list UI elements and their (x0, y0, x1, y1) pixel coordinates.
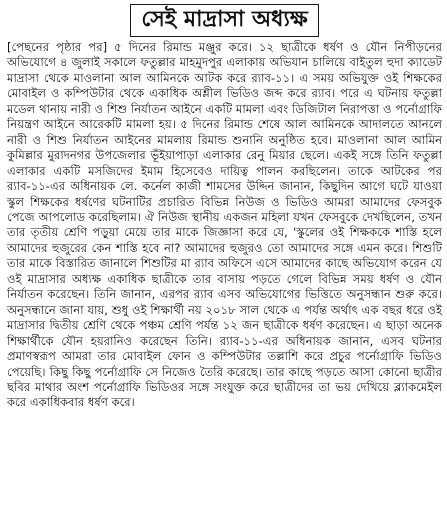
headline-container (7, 4, 442, 38)
article-body (7, 40, 442, 411)
article-body-text: ৫ দিনের রিমান্ড মঞ্জুর করে। ১২ ছাত্রীকে ধর্ষণ ও যৌন নিপীড়নের অভিযোগে ৪ জুলাই সকালে ফতুল্লার মাহমুদপুর এলাকায় অভিযান চালিয়ে বাইতুল হুদা ক্যাডেট মাদ্রাসা থেকে মাওলানা আল আমিনকে আটক করে র‌্যাব-১১। এ সময় অভিযুক্ত ওই শিক্ষকের মোবাইল ও কম্পিউটার থেকে একাধিক অশ্লীল ভিডিও জব্দ করে র‌্যাব। পরে এ ঘটনায় ফতুল্লা মডেল থানায় নারী ও শিশু নির্যাতন আইনে একটি মামলা এবং ডিজিটাল নিরাপত্তা ও পর্নোগ্রাফি নিয়ন্ত্রণ আইনে আরেকটি মামলা হয়। ৫ দিনের রিমান্ড শেষে আল আমিনকে আদালতে আনলে নারী ও শিশু নির্যাতন আইনের মামলায় রিমান্ড শুনানি অনুষ্ঠিত হবে। মাওলানা আল আমিন কুমিল্লার মুরাদনগর উপজেলার ভূঁইয়াপাড়া এলাকার রেনু মিয়ার ছেলে। একই সঙ্গে তিনি ফতুল্লা এলাকার একটি মসজিদের ইমাম হিসেবেও দায়িত্ব পালন করছিলেন। তাকে আটকের পর র‌্যাব-১১-এর অধিনায়ক লে. কর্নেল কাজী শামসের উদ্দিন জানান, কিছুদিন আগে ঘটে যাওয়া স্কুল শিক্ষকের ধর্ষণের ঘটনাটির প্রচারিত বিভিন্ন নিউজ ও ভিডিও আমরা আমাদের ফেসবুক পেজে আপলোড করেছিলাম। ঐ নিউজ স্থানীয় একজন মহিলা যখন ফেসবুকে দেখছিলেন, তখন তার তৃতীয় শ্রেণি পড়ুয়া মেয়ে তার মাকে জিজ্ঞাসা করে যে, 'স্কুলের ওই শিক্ষককে শাস্তি হলে আমাদের হুজুরের কেন শাস্তি হবে না? আমাদের হুজুরও তো আমাদের সঙ্গে এমন করে। শিশুটি তার মাকে বিস্তারিত জানালে শিশুটির মা র‌্যাব অফিসে এসে আমাদের কাছে অভিযোগ করেন যে ওই মাদ্রাসার অধ্যক্ষ একাধিক ছাত্রীকে তার বাসায় পড়তে গেলে বিভিন্ন সময় ধর্ষণ ও যৌন নির্যাতন করেছেন। তিনি জানান, এরপর র‌্যাব এসব অভিযোগের ভিত্তিতে অনুসন্ধান শুরু করে। অনুসন্ধানে জানা যায়, শুধু ওই শিক্ষার্থী নয় ২০১৮ সাল থেকে এ পর্যন্ত অর্থাৎ এক বছর ধরে ওই মাদ্রাসার দ্বিতীয় শ্রেণি থেকে পঞ্চম শ্রেণি পর্যন্ত ১২ জন ছাত্রীকে ধর্ষণ করেছেন। এ ছাড়া অনেক শিক্ষার্থীকে যৌন হয়রানিও করেছেন তিনি। র‌্যাব-১১-এর অধিনায়ক জানান, এসব ঘটনার প্রমাণস্বরূপ আমরা তার মোবাইল ফোন ও কম্পিউটার তল্লাশি করে প্রচুর পর্নোগ্রাফি ভিডিও পেয়েছি। কিছু কিছু পর্নোগ্রাফি সে নিজেও তৈরি করেছে। তার কাছে পড়তে আসা কোনো ছাত্রীর ছবির মাথার অংশ পর্নোগ্রাফি ভিডিওর সঙ্গে সংযুক্ত করে ছাত্রীদের তা ভয় দেখিয়ে ব্ল্যাকমেইল করে একাধিকবার ধর্ষণ করে। (7, 40, 443, 410)
continuation-label: [পেছনের পৃষ্ঠার পর] (7, 40, 108, 54)
article-headline: সেই মাদ্রাসা অধ্যক্ষ (130, 4, 318, 37)
